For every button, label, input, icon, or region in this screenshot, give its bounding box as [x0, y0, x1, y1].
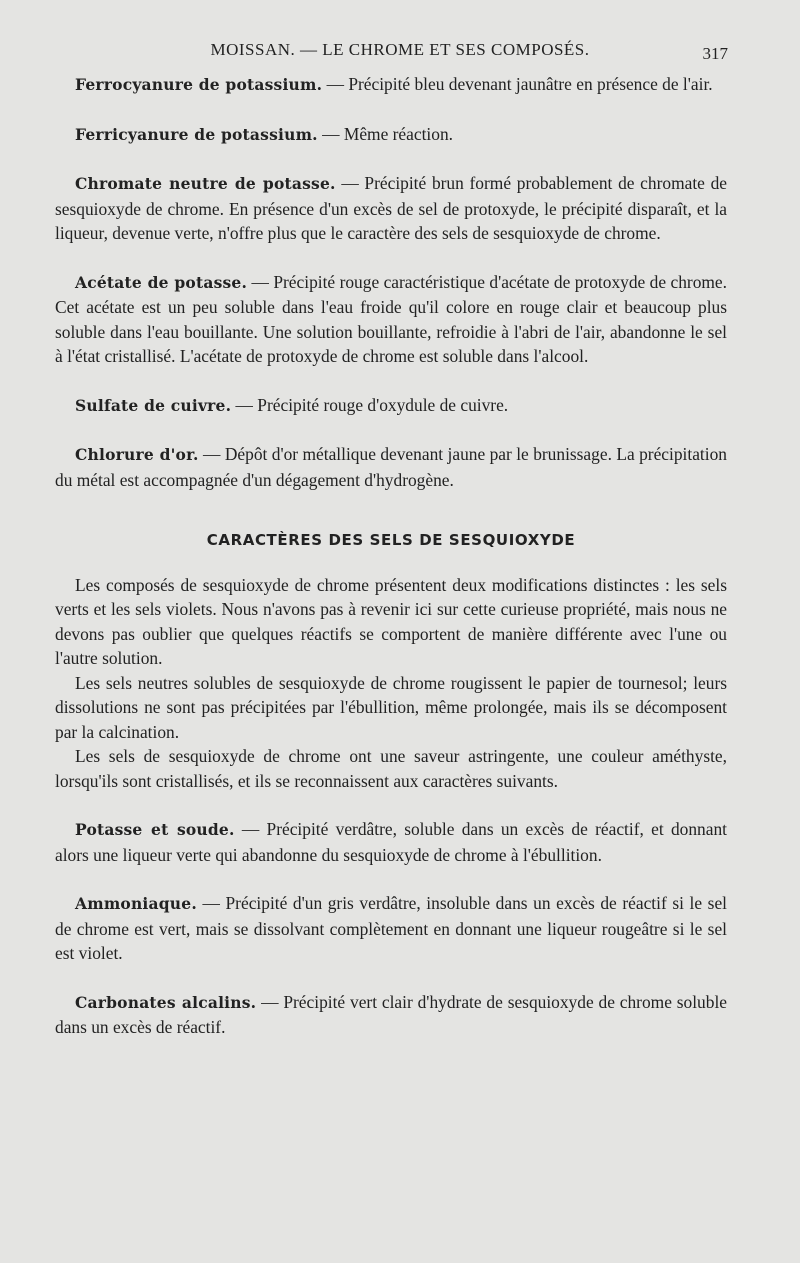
running-title: MOISSAN. — LE CHROME ET SES COMPOSÉS.: [210, 40, 590, 59]
entry-text: — Précipité brun formé probablement de chromate de sesquioxyde de chrome. En présence d'un excès de sel de protoxyde, le précipité disparaît, et la liqueur, devenue verte, n'offre plus que le caractère des sels de sesquioxyde de chrome.: [55, 173, 727, 243]
page-number: 317: [702, 44, 728, 63]
entry-text: — Précipité verdâtre, soluble dans un excès de réactif, et donnant alors une liqueur verte qui abandonne du sesquioxyde de chrome à l'ébullition.: [55, 819, 727, 865]
entry-term: Carbonates alcalins.: [75, 992, 257, 1012]
entry-chromate: [55, 171, 727, 246]
entry-text: — Dépôt d'or métallique devenant jaune par le brunissage. La précipitation du métal est accompagnée d'un dégagement d'hydrogène.: [55, 444, 727, 490]
entry-term: Potasse et soude.: [75, 820, 235, 839]
section-title: CARACTÈRES DES SELS DE SESQUIOXYDE: [206, 531, 576, 549]
entry-term: Acétate de potasse.: [75, 272, 248, 292]
entry-text: — Précipité vert clair d'hydrate de sesquioxyde de chrome soluble dans un excès de réactif.: [55, 991, 727, 1037]
entry-text: — Précipité d'un gris verdâtre, insoluble dans un excès de réactif si le sel de chrome est vert, mais se dissolvant complètement en donnant une liqueur rougeâtre si le sel est violet.: [55, 893, 727, 963]
paragraph: Les sels neutres solubles de sesquioxyde de chrome rougissent le papier de tournesol; leurs dissolutions ne sont pas précipitées par l'ébullition, même prolongée, mais ils se décomposent par la calcination.: [55, 672, 727, 742]
entry-text: — Précipité rouge caractéristique d'acétate de protoxyde de chrome. Cet acétate est un peu soluble dans l'eau froide qu'il colore en rouge clair et beaucoup plus soluble dans l'eau bouillante. Une solution bouillante, refroidie à l'abri de l'air, abandonne le sel à l'état cristallisé. L'acétate de protoxyde de chrome est soluble dans l'alcool.: [55, 271, 727, 366]
running-header: [0, 40, 800, 70]
entry-term: Ammoniaque.: [75, 894, 197, 913]
entry-text: — Précipité bleu devenant jaunâtre en présence de l'air.: [322, 74, 713, 94]
entry-ferricyanure: [55, 122, 727, 148]
entry-term: Chlorure d'or.: [75, 445, 199, 464]
entry-term: Ferrocyanure de potassium.: [75, 75, 323, 94]
paragraph: Les sels de sesquioxyde de chrome ont une saveur astringente, une couleur améthyste, lorsqu'ils sont cristallisés, et ils se reconnaissent aux caractères suivants.: [55, 746, 727, 791]
entry-term: Sulfate de cuivre.: [75, 395, 232, 415]
entry-chlorure: [55, 442, 727, 492]
entry-sulfate: [55, 393, 727, 419]
page-body: [55, 72, 727, 1064]
entry-term: Ferricyanure de potassium.: [75, 124, 318, 144]
entry-carbonates: [55, 990, 727, 1040]
entry-ferrocyanure: [55, 72, 727, 98]
reactions-list: [55, 817, 727, 1040]
paragraph: Les composés de sesquioxyde de chrome présentent deux modifications distinctes : les sels verts et les sels violets. Nous n'avons pas à revenir ici sur cette curieuse propriété, mais nous ne devons pas oublier que quelques réactifs se comportent de manière différente avec l'une ou l'autre solution.: [55, 574, 727, 668]
entry-text: — Même réaction.: [317, 123, 453, 144]
entry-acetate: [55, 270, 727, 369]
entry-potasse-soude: [55, 817, 727, 867]
entry-term: Chromate neutre de potasse.: [75, 174, 336, 193]
entry-ammoniaque: [55, 891, 727, 966]
entry-text: — Précipité rouge d'oxydule de cuivre.: [231, 394, 509, 415]
